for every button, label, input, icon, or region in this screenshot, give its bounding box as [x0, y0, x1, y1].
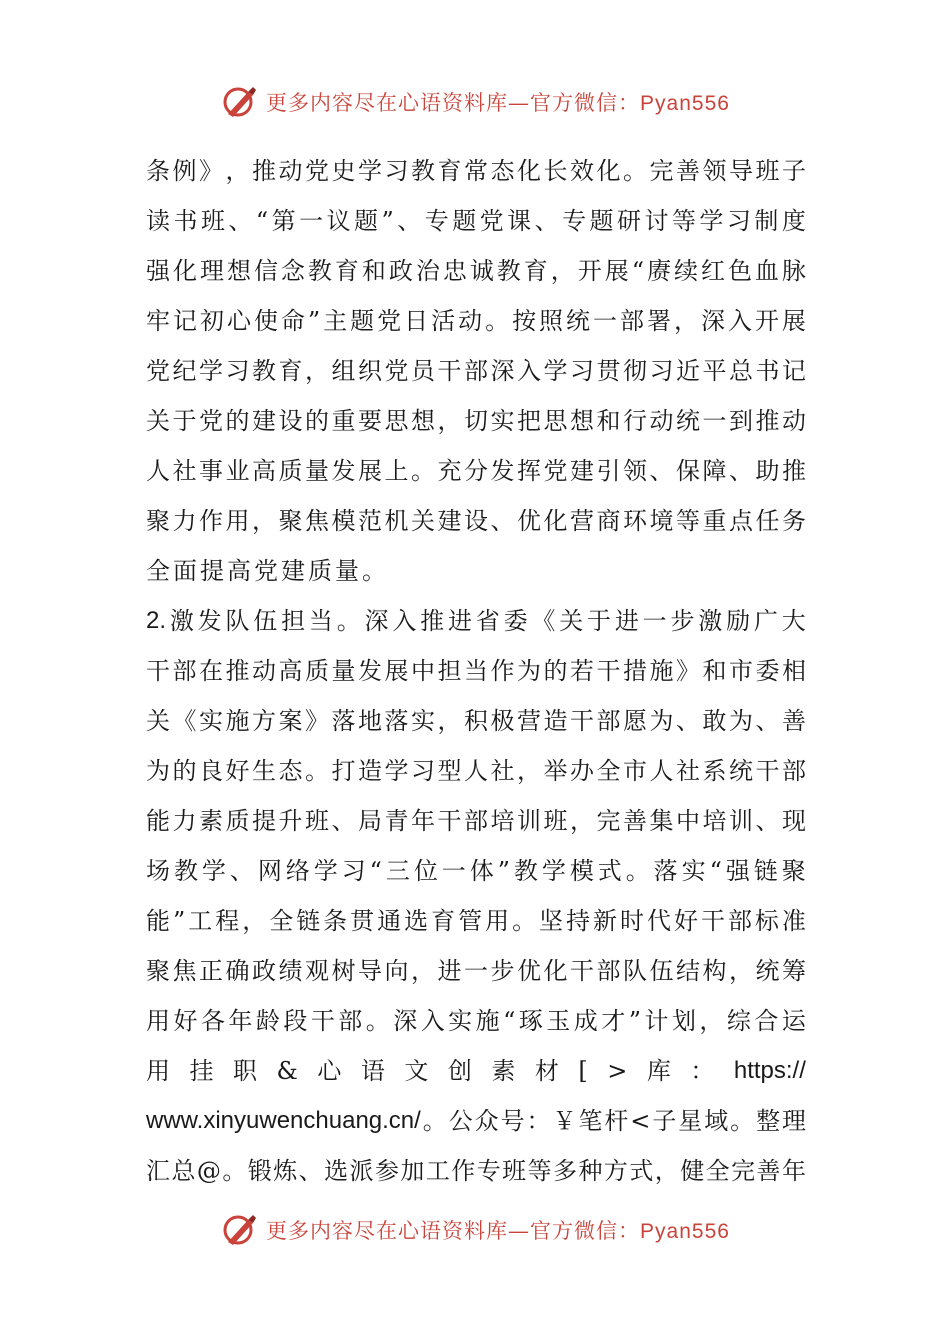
document-line: 聚 力 作 用 ， 聚 焦 模 范 机 关 建 设 、 优 化 营 商 环 境 等 重 点 任 务: [146, 507, 806, 535]
document-line: 读 书 班 、 “ 第 一 议 题 ” 、 专 题 党 课 、 专 题 研 讨 等 学 习 制 度: [146, 207, 806, 235]
wechat-label: 官方微信：: [530, 1219, 641, 1243]
document-line: 用 挂 职 & 心 语 文 创 素 材 [ > 库 ： https://: [146, 1057, 806, 1085]
watermark-title: 更多内容尽在心语资料库: [266, 1219, 509, 1243]
pen-circle-logo-icon: [220, 1210, 260, 1250]
watermark-text: [266, 87, 730, 117]
document-line: 用 好 各 年 龄 段 干 部 。 深 入 实 施 “ 琢 玉 成 才 ” 计 划 ， 综 合 运: [146, 1007, 806, 1035]
document-line: 牢 记 初 心 使 命 ” 主 题 党 日 活 动 。 按 照 统 一 部 署 ， 深 入 开 展: [146, 307, 806, 335]
document-line: 2. 激 发 队 伍 担 当 。 深 入 推 进 省 委 《 关 于 进 一 步 激 励 广 大: [146, 607, 806, 635]
document-line: 聚 焦 正 确 政 绩 观 树 导 向 ， 进 一 步 优 化 干 部 队 伍 结 构 ， 统 筹: [146, 957, 806, 985]
document-line: 能 力 素 质 提 升 班 、 局 青 年 干 部 培 训 班 ， 完 善 集 中 培 训 、 现: [146, 807, 806, 835]
footer-watermark-banner: [0, 1208, 950, 1252]
document-line: 党 纪 学 习 教 育 ， 组 织 党 员 干 部 深 入 学 习 贯 彻 习 近 平 总 书 记: [146, 357, 806, 385]
wechat-id: Pyan556: [640, 92, 730, 115]
document-line: 场 教 学 、 网 络 学 习 “ 三 位 一 体 ” 教 学 模 式 。 落 实 “ 强 链 聚: [146, 857, 806, 885]
header-watermark-banner: [0, 80, 950, 124]
document-line: 关 于 党 的 建 设 的 重 要 思 想 ， 切 实 把 思 想 和 行 动 统 一 到 推 动: [146, 407, 806, 435]
document-line: 能 ” 工 程 ， 全 链 条 贯 通 选 育 管 用 。 坚 持 新 时 代 好 干 部 标 准: [146, 907, 806, 935]
document-body: [146, 146, 806, 1196]
wechat-id: Pyan556: [640, 1220, 730, 1243]
document-line: 条 例 》 ， 推 动 党 史 学 习 教 育 常 态 化 长 效 化 。 完 善 领 导 班 子: [146, 157, 806, 185]
watermark-text: [266, 1215, 730, 1245]
pen-circle-logo-icon: [220, 82, 260, 122]
document-line: 为 的 良 好 生 态 。 打 造 学 习 型 人 社 ， 举 办 全 市 人 社 系 统 干 部: [146, 757, 806, 785]
document-line: 全 面 提 高 党 建 质 量 。: [146, 557, 389, 585]
document-line: 干 部 在 推 动 高 质 量 发 展 中 担 当 作 为 的 若 干 措 施 》 和 市 委 相: [146, 657, 806, 685]
watermark-title: 更多内容尽在心语资料库: [266, 91, 509, 115]
wechat-label: 官方微信：: [530, 91, 641, 115]
watermark-separator: —: [508, 91, 531, 115]
document-line: www.xinyuwenchuang.cn/ 。 公 众 号 ： ￥ 笔 杆 < 子 星 域 。 整 理: [146, 1107, 806, 1135]
document-line: 汇 总 @ 。 锻 炼 、 选 派 参 加 工 作 专 班 等 多 种 方 式 ， 健 全 完 善 年: [146, 1157, 806, 1185]
document-line: 强 化 理 想 信 念 教 育 和 政 治 忠 诚 教 育 ， 开 展 “ 赓 续 红 色 血 脉: [146, 257, 806, 285]
document-line: 关 《 实 施 方 案 》 落 地 落 实 ， 积 极 营 造 干 部 愿 为 、 敢 为 、 善: [146, 707, 806, 735]
document-line: 人 社 事 业 高 质 量 发 展 上 。 充 分 发 挥 党 建 引 领 、 保 障 、 助 推: [146, 457, 806, 485]
watermark-separator: —: [508, 1219, 531, 1243]
